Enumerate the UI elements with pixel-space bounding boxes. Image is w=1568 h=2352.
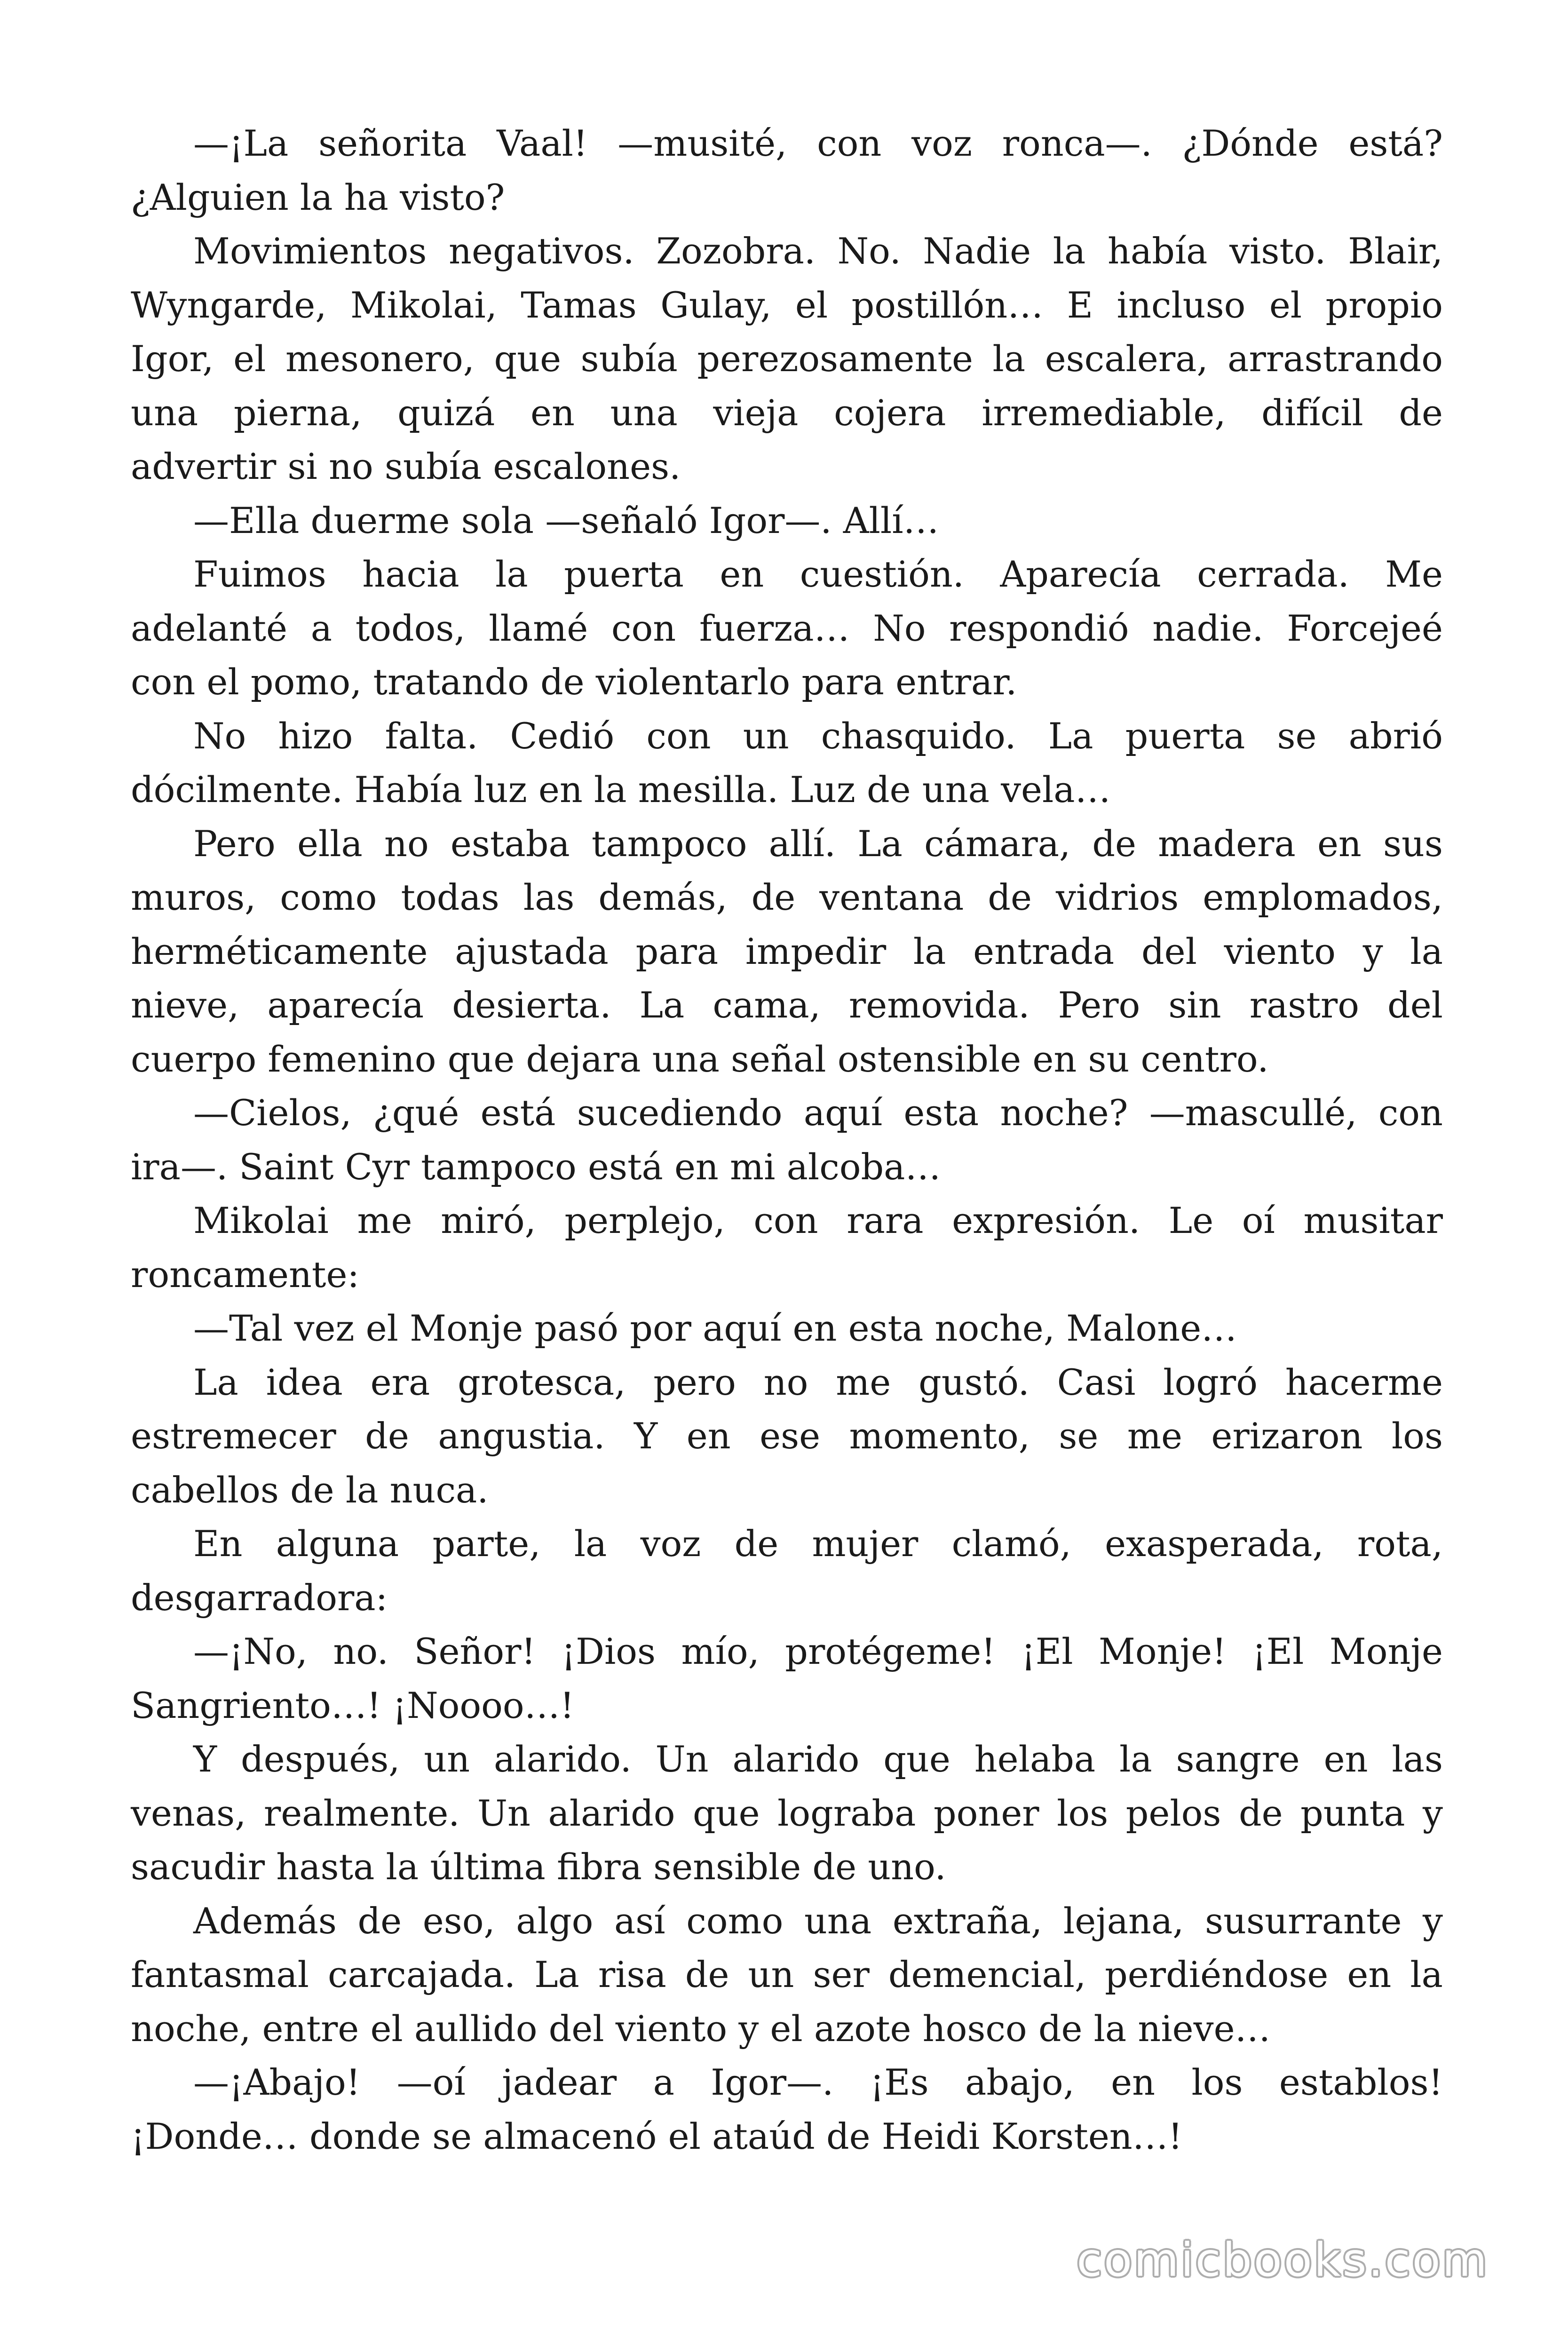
text-line: Wyngarde, Mikolai, Tamas Gulay, el postillón… E incluso el propio — [131, 284, 1443, 326]
text-line: Pero ella no estaba tampoco allí. La cámara, de madera en sus — [193, 822, 1443, 865]
text-line: advertir si no subía escalones. — [131, 445, 681, 487]
text-line: fantasmal carcajada. La risa de un ser demencial, perdiéndose en la — [131, 1954, 1443, 1995]
text-line: con el pomo, tratando de violentarlo para entrar. — [131, 661, 1017, 703]
text-line: —Cielos, ¿qué está sucediendo aquí esta noche? —mascullé, con — [193, 1092, 1443, 1134]
page-body-text — [131, 117, 1443, 2163]
text-line: desgarradora: — [131, 1576, 388, 1619]
text-line: estremecer de angustia. Y en ese momento, se me erizaron los — [131, 1415, 1443, 1457]
text-line: Mikolai me miró, perplejo, con rara expresión. Le oí musitar — [193, 1200, 1443, 1241]
text-line: muros, como todas las demás, de ventana de vidrios emplomados, — [131, 876, 1443, 918]
text-line: nieve, aparecía desierta. La cama, removida. Pero sin rastro del — [131, 984, 1443, 1026]
text-line: cuerpo femenino que dejara una señal ostensible en su centro. — [131, 1038, 1269, 1080]
text-line: —Ella duerme sola —señaló Igor—. Allí… — [193, 499, 939, 541]
text-line: roncamente: — [131, 1253, 360, 1295]
text-line: venas, realmente. Un alarido que lograba poner los pelos de punta y — [131, 1792, 1443, 1834]
text-line: Sangriento…! ¡Noooo…! — [131, 1684, 575, 1726]
text-line: No hizo falta. Cedió con un chasquido. La puerta se abrió — [193, 715, 1443, 757]
text-line: En alguna parte, la voz de mujer clamó, exasperada, rota, — [193, 1523, 1443, 1565]
text-line: dócilmente. Había luz en la mesilla. Luz de una vela… — [131, 769, 1111, 810]
text-line: noche, entre el aullido del viento y el azote hosco de la nieve… — [131, 2007, 1271, 2050]
text-line: —¡La señorita Vaal! —musité, con voz ronca—. ¿Dónde está? — [193, 122, 1443, 164]
text-line: —Tal vez el Monje pasó por aquí en esta noche, Malone… — [193, 1307, 1237, 1349]
text-line: ¡Donde… donde se almacenó el ataúd de Heidi Korsten…! — [131, 2115, 1183, 2157]
text-line: cabellos de la nuca. — [131, 1469, 489, 1511]
text-line: La idea era grotesca, pero no me gustó. Casi logró hacerme — [193, 1361, 1443, 1403]
text-line: Igor, el mesonero, que subía perezosamente la escalera, arrastrando — [131, 338, 1443, 380]
text-line: ¿Alguien la ha visto? — [131, 176, 505, 218]
text-line: sacudir hasta la última fibra sensible de uno. — [131, 1846, 946, 1888]
text-line: Fuimos hacia la puerta en cuestión. Aparecía cerrada. Me — [193, 553, 1443, 595]
text-line: —¡No, no. Señor! ¡Dios mío, protégeme! ¡El Monje! ¡El Monje — [193, 1630, 1443, 1672]
text-line: una pierna, quizá en una vieja cojera irremediable, difícil de — [131, 391, 1443, 434]
watermark: comicbooks.com — [1077, 2233, 1489, 2287]
text-line: Además de eso, algo así como una extraña, lejana, susurrante y — [193, 1899, 1443, 1942]
text-line: Movimientos negativos. Zozobra. No. Nadie la había visto. Blair, — [193, 230, 1443, 272]
text-line: ira—. Saint Cyr tampoco está en mi alcoba… — [131, 1145, 941, 1188]
text-line: adelanté a todos, llamé con fuerza… No respondió nadie. Forcejeé — [131, 607, 1443, 649]
text-line: Y después, un alarido. Un alarido que helaba la sangre en las — [193, 1738, 1443, 1780]
text-line: —¡Abajo! —oí jadear a Igor—. ¡Es abajo, en los establos! — [193, 2061, 1443, 2103]
text-line: herméticamente ajustada para impedir la entrada del viento y la — [131, 930, 1443, 972]
